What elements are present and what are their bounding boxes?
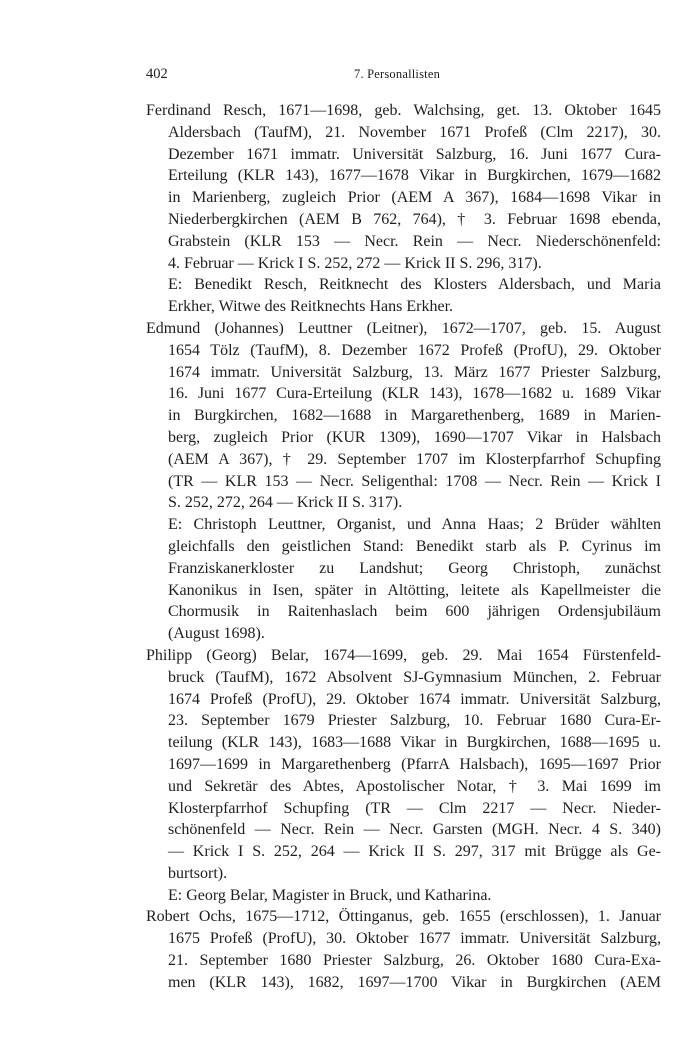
entry-line: 1654 Tölz (TaufM), 8. Dezember 1672 Profeß (ProfU), 29. Oktober (168, 341, 661, 359)
entry-line: Erteilung (KLR 143), 1677—1678 Vikar in Burgkirchen, 1679—1682 (168, 167, 661, 185)
entry-line: und Sekretär des Abtes, Apostolischer Notar, † 3. Mai 1699 im (168, 777, 661, 795)
entry-line: Aldersbach (TaufM), 21. November 1671 Profeß (Clm 2217), 30. (168, 123, 661, 141)
entry-line: S. 252, 272, 264 — Krick II S. 317). (168, 494, 403, 512)
entry-line: Grabstein (KLR 153 — Necr. Rein — Necr. Niederschönenfeld: (168, 232, 661, 250)
entry-line: Ferdinand Resch, 1671—1698, geb. Walchsing, get. 13. Oktober 1645 (146, 102, 661, 119)
entry-line: Klosterpfarrhof Schupfing (TR — Clm 2217 — Necr. Nieder- (168, 799, 661, 817)
entry-line: (TR — KLR 153 — Necr. Seligenthal: 1708 — Necr. Rein — Krick I (168, 472, 661, 490)
entry-line: bruck (TaufM), 1672 Absolvent SJ-Gymnasium München, 2. Februar (168, 668, 661, 686)
entry-line: men (KLR 143), 1682, 1697—1700 Vikar in Burgkirchen (AEM (168, 973, 661, 991)
entry-line: 1697—1699 in Margarethenberg (PfarrA Halsbach), 1695—1697 Prior (168, 755, 661, 773)
document-body (146, 100, 661, 994)
entry-line: 1674 Profeß (ProfU), 29. Oktober 1674 immatr. Universität Salzburg, (168, 690, 661, 708)
entry-line: 21. September 1680 Priester Salzburg, 26. Oktober 1680 Cura-Exa- (168, 952, 661, 970)
entry-robert-ochs (146, 906, 661, 993)
running-head: 7. Personallisten (354, 67, 441, 81)
page-header (0, 66, 700, 86)
entry-line: schönenfeld — Necr. Rein — Necr. Garsten (MGH. Necr. 4 S. 340) (168, 821, 661, 839)
entry-line: 1675 Profeß (ProfU), 30. Oktober 1677 immatr. Universität Salzburg, (168, 930, 661, 948)
entry-line: 1674 immatr. Universität Salzburg, 13. März 1677 Priester Salzburg, (168, 363, 661, 381)
parents-note-line: Franziskanerkloster zu Landshut; Georg Christoph, zunächst (168, 559, 661, 577)
entry-line: Robert Ochs, 1675—1712, Öttinganus, geb. 1655 (erschlossen), 1. Januar (146, 908, 661, 926)
entry-line: berg, zugleich Prior (KUR 1309), 1690—1707 Vikar in Halsbach (168, 428, 661, 446)
parents-note-line: Erkher, Witwe des Reitknechts Hans Erkher. (168, 298, 454, 316)
entry-line: Edmund (Johannes) Leuttner (Leitner), 1672—1707, geb. 15. August (146, 319, 661, 337)
entry-ferdinand-resch (146, 100, 661, 318)
entry-line: teilung (KLR 143), 1683—1688 Vikar in Burgkirchen, 1688—1695 u. (168, 734, 661, 752)
page-number: 402 (146, 66, 168, 82)
parents-note-line: E: Christoph Leuttner, Organist, und Anna Haas; 2 Brüder wählten (168, 516, 661, 534)
parents-note-line: (August 1698). (168, 625, 265, 643)
entry-line: in Marienberg, zugleich Prior (AEM A 367), 1684—1698 Vikar in (168, 189, 661, 207)
parents-note-line: Kanonikus in Isen, später in Altötting, leitete als Kapellmeister die (168, 581, 661, 599)
entry-line: Niederbergkirchen (AEM B 762, 764), † 3. Februar 1698 ebenda, (168, 210, 661, 228)
entry-line: 4. Februar — Krick I S. 252, 272 — Krick II S. 296, 317). (168, 254, 542, 272)
parents-note-line: gleichfalls den geistlichen Stand: Benedikt starb als P. Cyrinus im (168, 537, 661, 555)
parents-note-line: E: Georg Belar, Magister in Bruck, und Katharina. (168, 886, 492, 904)
entry-line: burtsort). (168, 864, 228, 882)
entry-line: 23. September 1679 Priester Salzburg, 10. Februar 1680 Cura-Er- (168, 712, 661, 730)
entry-line: in Burgkirchen, 1682—1688 in Margarethenberg, 1689 in Marien- (168, 407, 661, 425)
entry-philipp-belar (146, 645, 661, 907)
parents-note-line: E: Benedikt Resch, Reitknecht des Klosters Aldersbach, und Maria (168, 276, 661, 294)
entry-line: (AEM A 367), † 29. September 1707 im Klosterpfarrhof Schupfing (168, 450, 661, 468)
entry-line: Philipp (Georg) Belar, 1674—1699, geb. 29. Mai 1654 Fürstenfeld- (146, 646, 661, 664)
entry-line: — Krick I S. 252, 264 — Krick II S. 297, 317 mit Brügge als Ge- (168, 843, 661, 861)
entry-edmund-leuttner (146, 318, 661, 645)
entry-line: Dezember 1671 immatr. Universität Salzburg, 16. Juni 1677 Cura- (168, 145, 661, 163)
parents-note-line: Chormusik in Raitenhaslach beim 600 jährigen Ordensjubiläum (168, 603, 661, 621)
entry-line: 16. Juni 1677 Cura-Erteilung (KLR 143), 1678—1682 u. 1689 Vikar (168, 385, 661, 403)
